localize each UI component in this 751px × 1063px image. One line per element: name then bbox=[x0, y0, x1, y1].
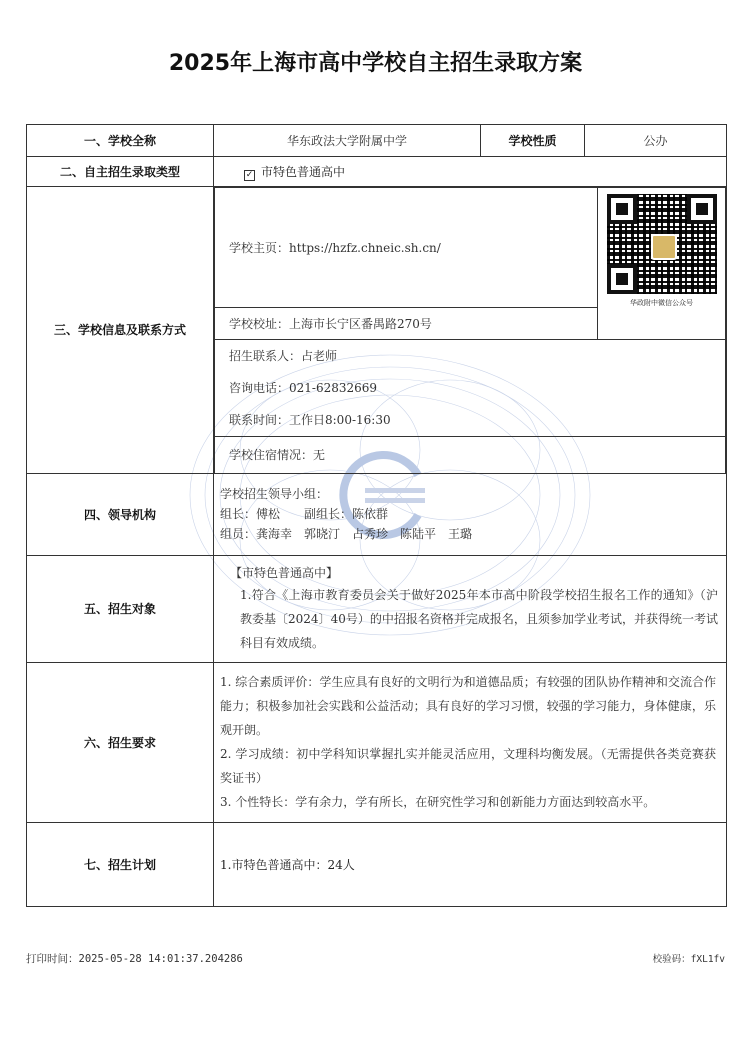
address-text: 学校校址：上海市长宁区番禺路270号 bbox=[215, 308, 598, 340]
requirement-item-3: 3. 个性特长：学有余力，学有所长，在研究性学习和创新能力方面达到较高水平。 bbox=[220, 795, 656, 809]
school-logo-icon bbox=[651, 234, 677, 260]
qr-cell bbox=[598, 188, 726, 340]
row-plan bbox=[27, 822, 727, 906]
requirement-item-2: 2. 学习成绩：初中学科知识掌握扎实并能灵活应用，文理科均衡发展。（无需提供各类竞赛获奖证书） bbox=[220, 747, 716, 785]
contact-details bbox=[215, 340, 726, 437]
contact-person-text: 招生联系人：占老师 bbox=[229, 349, 338, 363]
row-requirements bbox=[27, 662, 727, 822]
row-target bbox=[27, 555, 727, 662]
checkbox-checked-icon: ✓ bbox=[245, 169, 254, 180]
target-cell bbox=[214, 555, 727, 662]
admission-type-cell bbox=[214, 157, 727, 187]
row-school-name bbox=[27, 125, 727, 157]
school-name-label: 一、学校全称 bbox=[27, 125, 214, 157]
leadership-leaders: 组长：傅松 副组长：陈依群 bbox=[220, 507, 389, 521]
admission-table bbox=[26, 124, 727, 907]
target-text: 1.符合《上海市教育委员会关于做好2025年本市高中阶段学校招生报名工作的通知》（沪教委基〔2024〕40号）的中招报名资格并完成报名，且须参加学业考试，并获得统一考试科目有效成绩。 bbox=[240, 587, 718, 650]
page-title: 2025年上海市高中学校自主招生录取方案 bbox=[168, 51, 583, 76]
leadership-cell bbox=[214, 473, 727, 555]
plan-value: 1.市特色普通高中：24人 bbox=[214, 822, 727, 906]
school-type-label: 学校性质 bbox=[481, 125, 585, 157]
target-heading: 【市特色普通高中】 bbox=[230, 565, 339, 580]
school-name-value: 华东政法大学附属中学 bbox=[214, 125, 481, 157]
requirement-item-1: 1. 综合素质评价：学生应具有良好的文明行为和道德品质；有较强的团队协作精神和交流合作能力；积极参加社会实践和公益活动；具有良好的学习习惯，较强的学习能力，身体健康，乐观开朗。 bbox=[220, 675, 716, 737]
requirements-cell bbox=[214, 662, 727, 822]
dorm-text: 学校住宿情况：无 bbox=[215, 437, 726, 473]
row-leadership bbox=[27, 473, 727, 555]
checksum: 校验码：fXL1fv bbox=[652, 954, 725, 965]
contact-inner-table bbox=[214, 187, 726, 473]
leadership-label: 四、领导机构 bbox=[27, 473, 214, 555]
qr-code-icon bbox=[607, 194, 717, 294]
target-label: 五、招生对象 bbox=[27, 555, 214, 662]
school-type-value: 公办 bbox=[585, 125, 727, 157]
admission-type-value: 市特色普通高中 bbox=[261, 164, 346, 179]
row-contact bbox=[27, 187, 727, 474]
contact-cell bbox=[214, 187, 727, 474]
plan-label: 七、招生计划 bbox=[27, 822, 214, 906]
leadership-group-title: 学校招生领导小组： bbox=[220, 487, 329, 501]
contact-label: 三、学校信息及联系方式 bbox=[27, 187, 214, 474]
row-admission-type bbox=[27, 157, 727, 187]
hours-text: 联系时间：工作日8:00-16:30 bbox=[229, 413, 391, 427]
leadership-members: 组员：龚海幸 郭晓汀 占秀珍 陈陆平 王璐 bbox=[220, 527, 473, 541]
admission-type-label: 二、自主招生录取类型 bbox=[27, 157, 214, 187]
homepage-text: 学校主页：https://hzfz.chneic.sh.cn/ bbox=[215, 188, 598, 308]
requirements-label: 六、招生要求 bbox=[27, 662, 214, 822]
phone-text: 咨询电话：021-62832669 bbox=[229, 381, 378, 395]
qr-caption: 华政附中微信公众号 bbox=[630, 299, 693, 307]
print-time: 打印时间：2025-05-28 14:01:37.204286 bbox=[26, 953, 243, 965]
